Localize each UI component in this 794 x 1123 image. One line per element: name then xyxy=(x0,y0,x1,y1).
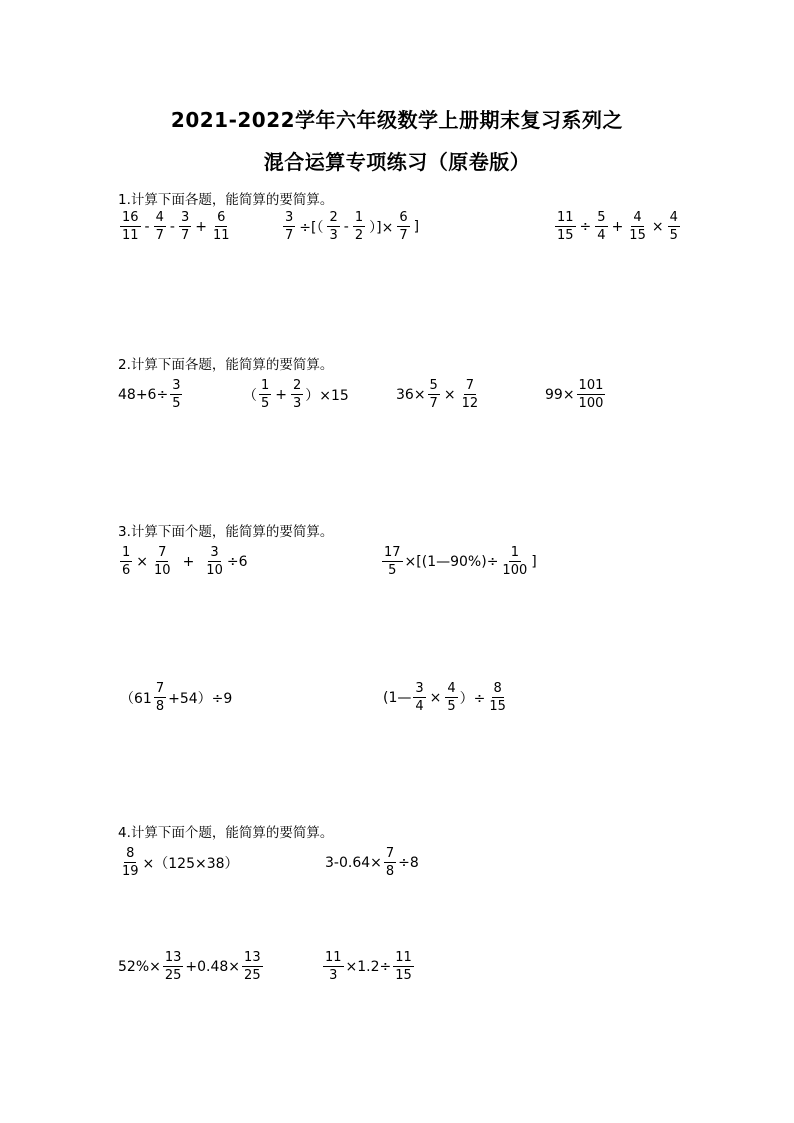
fraction: $\frac{1}{5}$ xyxy=(261,378,270,411)
fraction: $\frac{16}{11}$ xyxy=(122,210,139,243)
q2-expression-1: 48+6÷ $\frac{3}{5}$ xyxy=(118,378,181,411)
q3-expression-2: $\frac{17}{5}$ ×[(1—90%)÷ $\frac{1}{100}$ ] xyxy=(384,545,537,578)
fraction: $\frac{2}{3}$ xyxy=(329,210,338,243)
fraction: $\frac{5}{7}$ xyxy=(429,378,438,411)
q2-expression-3: 36× $\frac{5}{7}$ × $\frac{7}{12}$ xyxy=(396,378,479,411)
fraction: $\frac{11}{3}$ xyxy=(325,950,342,983)
fraction: $\frac{4}{7}$ xyxy=(155,210,164,243)
q1-expression-1: $\frac{16}{11}$ - $\frac{4}{7}$ - $\frac{3}{7}$ + $\frac{6}{11}$ xyxy=(122,210,230,243)
question-4-heading: 4.计算下面个题，能简算的要简算。 xyxy=(118,825,334,841)
fraction: $\frac{4}{5}$ xyxy=(447,681,456,714)
fraction: $\frac{11}{15}$ xyxy=(557,210,574,243)
q4-expression-2: 3-0.64× $\frac{7}{8}$ ÷8 xyxy=(325,846,419,879)
q4-expression-1: $\frac{8}{19}$ ×（125×38） xyxy=(122,846,239,879)
q3-expression-1: $\frac{1}{6}$ × $\frac{7}{10}$ + $\frac{3}{10}$ ÷6 xyxy=(122,545,248,578)
q3-expression-4: (1— $\frac{3}{4}$ × $\frac{4}{5}$ ）÷ $\frac{8}{15}$ xyxy=(383,681,506,714)
fraction: $\frac{17}{5}$ xyxy=(384,545,401,578)
title-line-1: 2021-2022学年六年级数学上册期末复习系列之 xyxy=(170,108,624,132)
q2-expression-2: （ $\frac{1}{5}$ + $\frac{2}{3}$ ）×15 xyxy=(243,378,349,411)
fraction: $\frac{3}{4}$ xyxy=(415,681,424,714)
fraction: $\frac{1}{100}$ xyxy=(502,545,528,578)
fraction: $\frac{8}{15}$ xyxy=(489,681,506,714)
fraction: $\frac{3}{7}$ xyxy=(285,210,294,243)
q3-expression-3: （61 $\frac{7}{8}$ +54）÷9 xyxy=(120,681,233,714)
fraction: $\frac{7}{8}$ xyxy=(385,846,395,879)
fraction: $\frac{6}{11}$ xyxy=(212,210,230,243)
question-2-heading: 2.计算下面各题，能简算的要简算。 xyxy=(118,357,334,373)
fraction: $\frac{6}{7}$ xyxy=(399,210,408,243)
title-line-2: 混合运算专项练习（原卷版） xyxy=(263,150,531,174)
fraction: $\frac{3}{7}$ xyxy=(180,210,190,243)
fraction: $\frac{13}{25}$ xyxy=(244,950,261,983)
fraction: $\frac{3}{5}$ xyxy=(172,378,181,411)
fraction: $\frac{3}{10}$ xyxy=(206,545,223,578)
q4-expression-4: $\frac{11}{3}$ ×1.2÷ $\frac{11}{15}$ xyxy=(325,950,412,983)
fraction: $\frac{4}{15}$ xyxy=(629,210,646,243)
fraction: $\frac{7}{10}$ xyxy=(154,545,171,578)
question-3-heading: 3.计算下面个题，能简算的要简算。 xyxy=(118,524,334,540)
fraction: $\frac{7}{8}$ xyxy=(155,681,165,714)
q1-expression-3: $\frac{11}{15}$ ÷ $\frac{5}{4}$ + $\frac{4}{15}$ × $\frac{4}{5}$ xyxy=(557,210,678,243)
fraction: $\frac{4}{5}$ xyxy=(669,210,678,243)
q2-expression-4: 99× $\frac{101}{100}$ xyxy=(545,378,604,411)
q4-expression-3: 52%× $\frac{13}{25}$ +0.48× $\frac{13}{25}$ xyxy=(118,950,261,983)
fraction: $\frac{11}{15}$ xyxy=(395,950,412,983)
question-1-heading: 1.计算下面各题，能简算的要简算。 xyxy=(118,192,334,208)
q1-expression-2: $\frac{3}{7}$ ÷[（ $\frac{2}{3}$ - $\frac{1}{2}$ ）]× $\frac{6}{7}$ ] xyxy=(285,210,420,243)
fraction: $\frac{13}{25}$ xyxy=(164,950,182,983)
fraction: $\frac{1}{2}$ xyxy=(354,210,364,243)
fraction: $\frac{101}{100}$ xyxy=(578,378,604,411)
fraction: $\frac{8}{19}$ xyxy=(122,846,139,879)
fraction: $\frac{7}{12}$ xyxy=(461,378,479,411)
fraction: $\frac{1}{6}$ xyxy=(122,545,131,578)
fraction: $\frac{5}{4}$ xyxy=(597,210,606,243)
fraction: $\frac{2}{3}$ xyxy=(293,378,302,411)
